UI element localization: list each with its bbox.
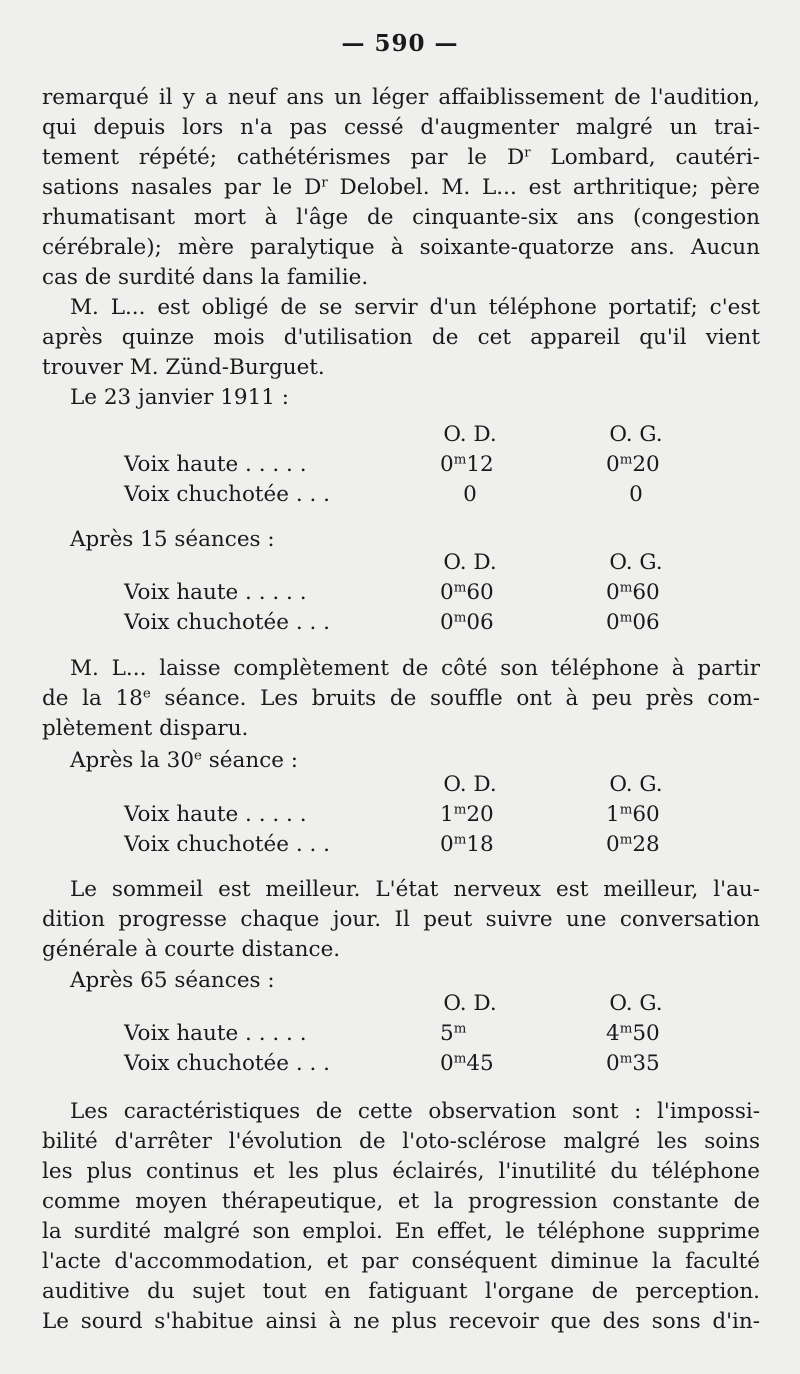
text-line: de la 18e séance. Les bruits de souffle ont à peu près com- <box>42 686 760 711</box>
od-value: 0$^m$45 <box>440 1051 494 1076</box>
paragraph-1 <box>42 83 760 293</box>
text-line: les plus continus et les plus éclairés, l'inutilité du téléphone <box>42 1159 760 1184</box>
row-label: Voix haute . . . . . <box>124 1021 307 1046</box>
measure-label: Après 15 séances : <box>70 527 275 552</box>
og-value: 0$^m$28 <box>606 832 660 857</box>
paragraph-3 <box>42 654 760 744</box>
og-value: 4$^m$50 <box>606 1021 660 1046</box>
text-line: cas de surdité dans la familie. <box>42 265 369 290</box>
column-header-od: O. D. <box>443 772 497 797</box>
text-line: M. L... est obligé de se servir d'un téléphone portatif; c'est <box>70 295 760 320</box>
text-line: cérébrale); mère paralytique à soixante-quatorze ans. Aucun <box>42 235 760 260</box>
column-header-od: O. D. <box>443 422 497 447</box>
text-line: générale à courte distance. <box>42 937 341 962</box>
column-header-og: O. G. <box>609 422 663 447</box>
column-header-og: O. G. <box>609 772 663 797</box>
row-label: Voix haute . . . . . <box>124 802 307 827</box>
column-header-row <box>0 770 800 800</box>
measure-label: Le 23 janvier 1911 : <box>70 385 290 410</box>
og-value: 0$^m$35 <box>606 1051 660 1076</box>
column-header-og: O. G. <box>609 550 663 575</box>
row-label: Voix chuchotée . . . <box>124 1051 330 1076</box>
od-value: 0$^m$60 <box>440 580 494 605</box>
column-header-od: O. D. <box>443 991 497 1016</box>
text-line: tement répété; cathétérismes par le $D^r$ Lombard, cautéri- <box>42 145 760 170</box>
row-label: Voix haute . . . . . <box>124 580 307 605</box>
text-line: auditive du sujet tout en fatiguant l'organe de perception. <box>42 1279 760 1304</box>
text-line: dition progresse chaque jour. Il peut suivre une conversation <box>42 907 760 932</box>
measure-label: Après 65 séances : <box>70 968 275 993</box>
table-row <box>0 450 800 480</box>
row-label: Voix chuchotée . . . <box>124 832 330 857</box>
od-value: 5$^m$ <box>440 1021 467 1046</box>
text-line: plètement disparu. <box>42 716 249 741</box>
table-row <box>0 800 800 830</box>
text-line: Les caractéristiques de cette observation sont : l'impossi- <box>70 1099 760 1124</box>
paragraph-5 <box>42 1097 760 1337</box>
paragraph-4 <box>42 875 760 965</box>
column-header-row <box>0 989 800 1019</box>
og-value: 0$^m$60 <box>606 580 660 605</box>
text-line: sations nasales par le $D^r$ Delobel. M. L... est arthritique; père <box>42 175 760 200</box>
od-value: 1$^m$20 <box>440 802 494 827</box>
og-value: 0$^m$20 <box>606 452 660 477</box>
od-value: 0$^m$12 <box>440 452 494 477</box>
text-line: Le sourd s'habitue ainsi à ne plus recevoir que des sons d'in- <box>42 1309 760 1334</box>
text-line: qui depuis lors n'a pas cessé d'augmenter malgré un trai- <box>42 115 760 140</box>
paragraph-2 <box>42 293 760 383</box>
text-line: trouver M. Zünd-Burguet. <box>42 355 325 380</box>
text-line: M. L... laisse complètement de côté son téléphone à partir <box>70 656 760 681</box>
table-row <box>0 1019 800 1049</box>
og-value: 0$^m$06 <box>606 610 660 635</box>
row-label: Voix chuchotée . . . <box>124 482 330 507</box>
column-header-og: O. G. <box>609 991 663 1016</box>
text-line: la surdité malgré son emploi. En effet, le téléphone supprime <box>42 1219 760 1244</box>
table-row <box>0 608 800 638</box>
column-header-od: O. D. <box>443 550 497 575</box>
od-value: 0$^m$06 <box>440 610 494 635</box>
text-line: Le sommeil est meilleur. L'état nerveux est meilleur, l'au- <box>70 877 760 902</box>
od-value: 0 <box>463 482 477 507</box>
od-value: 0$^m$18 <box>440 832 494 857</box>
measure-label: Après la 30e séance : <box>70 748 299 773</box>
og-value: 0 <box>629 482 643 507</box>
table-row <box>0 1049 800 1079</box>
column-header-row <box>0 548 800 578</box>
table-row <box>0 578 800 608</box>
text-line: rhumatisant mort à l'âge de cinquante-six ans (congestion <box>42 205 760 230</box>
text-line: après quinze mois d'utilisation de cet appareil qu'il vient <box>42 325 760 350</box>
og-value: 1$^m$60 <box>606 802 660 827</box>
text-line: l'acte d'accommodation, et par conséquent diminue la faculté <box>42 1249 760 1274</box>
text-line: bilité d'arrêter l'évolution de l'oto-sclérose malgré les soins <box>42 1129 760 1154</box>
column-header-row <box>0 420 800 450</box>
row-label: Voix chuchotée . . . <box>124 610 330 635</box>
row-label: Voix haute . . . . . <box>124 452 307 477</box>
table-row <box>0 830 800 860</box>
page-number: — 590 — <box>341 30 459 57</box>
table-row <box>0 480 800 510</box>
text-line: remarqué il y a neuf ans un léger affaiblissement de l'audition, <box>42 85 760 110</box>
text-line: comme moyen thérapeutique, et la progression constante de <box>42 1189 760 1214</box>
